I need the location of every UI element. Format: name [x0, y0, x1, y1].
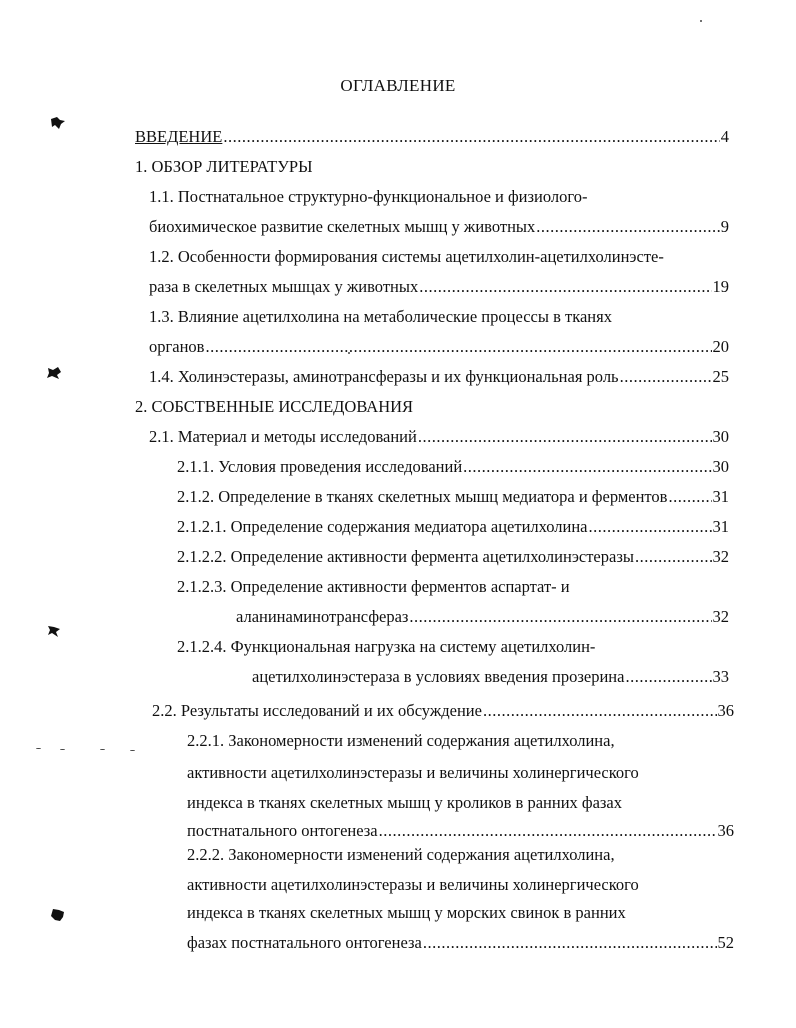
leader-dots [379, 818, 717, 844]
toc-entry-text: ВВЕДЕНИЕ [135, 127, 223, 146]
toc-entry-text: 1.4. Холинэстеразы, аминотрансферазы и их функциональная роль [149, 367, 619, 386]
page-number: 33 [712, 667, 729, 686]
scan-speck [348, 352, 350, 354]
page-number: 19 [712, 277, 729, 296]
toc-entry-2-2-1 [187, 818, 734, 844]
leader-dots [463, 454, 711, 480]
toc-entry-text: органов [149, 337, 205, 356]
leader-dots [536, 214, 720, 240]
page-number: 52 [717, 933, 734, 952]
toc-entry-2-1-2-3 [236, 604, 729, 630]
binder-hole-mark-icon [46, 624, 62, 638]
page-number: 30 [712, 457, 729, 476]
leader-dots [668, 484, 711, 510]
toc-entry-text: постнатального онтогенеза [187, 821, 378, 840]
toc-entry-2-1 [149, 424, 729, 450]
leader-dots [419, 274, 711, 300]
page-title: ОГЛАВЛЕНИЕ [340, 76, 456, 95]
toc-entry-2-1-2-2 [177, 544, 729, 570]
toc-entry-text: 2.1. Материал и методы исследований [149, 427, 417, 446]
toc-entry-1-1 [149, 214, 729, 240]
toc-entry-2-2-2 [187, 930, 734, 956]
page-number: 31 [712, 487, 729, 506]
toc-entry-text: биохимическое развитие скелетных мышц у животных [149, 217, 536, 236]
toc-entry-2-1-2-4 [252, 664, 729, 690]
leader-dots [635, 544, 712, 570]
toc-entry-text: 2.1.2.1. Определение содержания медиатора ацетилхолина [177, 517, 588, 536]
leader-dots [423, 930, 717, 956]
page-number: 9 [720, 217, 729, 236]
binder-hole-mark-icon [50, 908, 66, 922]
toc-entry-2-1-2-4-line1: 2.1.2.4. Функциональная нагрузка на систему ацетилхолин- [177, 637, 596, 656]
toc-entry-2-2 [152, 698, 734, 724]
toc-entry-text: фазах постнатального онтогенеза [187, 933, 422, 952]
binder-hole-mark-icon [46, 366, 62, 380]
page-number: 20 [712, 337, 729, 356]
toc-entry-text: 2.1.1. Условия проведения исследований [177, 457, 463, 476]
toc-entry-1-2 [149, 274, 729, 300]
leader-dots [625, 664, 711, 690]
toc-entry-text: аланинаминотрансфераз [236, 607, 409, 626]
toc-entry-text: 2.2. Результаты исследований и их обсуждение [152, 701, 482, 720]
leader-dots [205, 334, 711, 360]
page-number: 31 [712, 517, 729, 536]
page-number: 36 [717, 701, 734, 720]
toc-entry-1-2-line1: 1.2. Особенности формирования системы ацетилхолин-ацетилхолинэсте- [149, 247, 664, 266]
toc-heading-literature-review: 1. ОБЗОР ЛИТЕРАТУРЫ [135, 157, 313, 176]
page-number: 25 [712, 367, 729, 386]
toc-entry-2-2-2-line1: 2.2.2. Закономерности изменений содержания ацетилхолина, [187, 845, 615, 864]
page-number: 36 [717, 821, 734, 840]
page-number: 32 [712, 607, 729, 626]
binder-hole-mark-icon [50, 116, 66, 130]
toc-entry-2-1-1 [177, 454, 729, 480]
toc-entry-2-1-2-3-line1: 2.1.2.3. Определение активности ферментов аспартат- и [177, 577, 570, 596]
toc-entry-1-3-line1: 1.3. Влияние ацетилхолина на метаболические процессы в тканях [149, 307, 612, 326]
toc-entry-2-2-1-line2: активности ацетилхолинэстеразы и величины холинергического [187, 763, 639, 782]
toc-entry-2-2-2-line2: активности ацетилхолинэстеразы и величины холинергического [187, 875, 639, 894]
scan-speck [700, 20, 702, 22]
toc-heading-own-research: 2. СОБСТВЕННЫЕ ИССЛЕДОВАНИЯ [135, 397, 414, 416]
leader-dots [223, 124, 719, 150]
leader-dots [409, 604, 711, 630]
toc-entry-introduction [135, 124, 729, 150]
page-number: 30 [712, 427, 729, 446]
leader-dots [620, 364, 712, 390]
toc-entry-1-4 [149, 364, 729, 390]
toc-entry-text: ацетилхолинэстераза в условиях введения прозерина [252, 667, 625, 686]
toc-entry-2-2-1-line3: индекса в тканях скелетных мышц у кроликов в ранних фазах [187, 793, 623, 812]
page-number: 4 [720, 127, 729, 146]
toc-entry-2-1-2-1 [177, 514, 729, 540]
toc-entry-2-2-1-line1: 2.2.1. Закономерности изменений содержания ацетилхолина, [187, 731, 615, 750]
toc-entry-1-3 [149, 334, 729, 360]
toc-entry-1-1-line1: 1.1. Постнатальное структурно-функциональное и физиолого- [149, 187, 588, 206]
toc-entry-text: 2.1.2. Определение в тканях скелетных мышц медиатора и ферментов [177, 487, 668, 506]
page-number: 32 [712, 547, 729, 566]
scan-speck [100, 749, 105, 750]
leader-dots [589, 514, 712, 540]
leader-dots [418, 424, 712, 450]
toc-entry-2-1-2 [177, 484, 729, 510]
scan-speck [130, 750, 135, 751]
leader-dots [483, 698, 717, 724]
toc-entry-text: раза в скелетных мышцах у животных [149, 277, 419, 296]
scan-speck [60, 749, 65, 750]
toc-entry-text: 2.1.2.2. Определение активности фермента ацетилхолинэстеразы [177, 547, 634, 566]
toc-entry-2-2-2-line3: индекса в тканях скелетных мышц у морских свинок в ранних [187, 903, 626, 922]
scan-speck [36, 748, 41, 749]
